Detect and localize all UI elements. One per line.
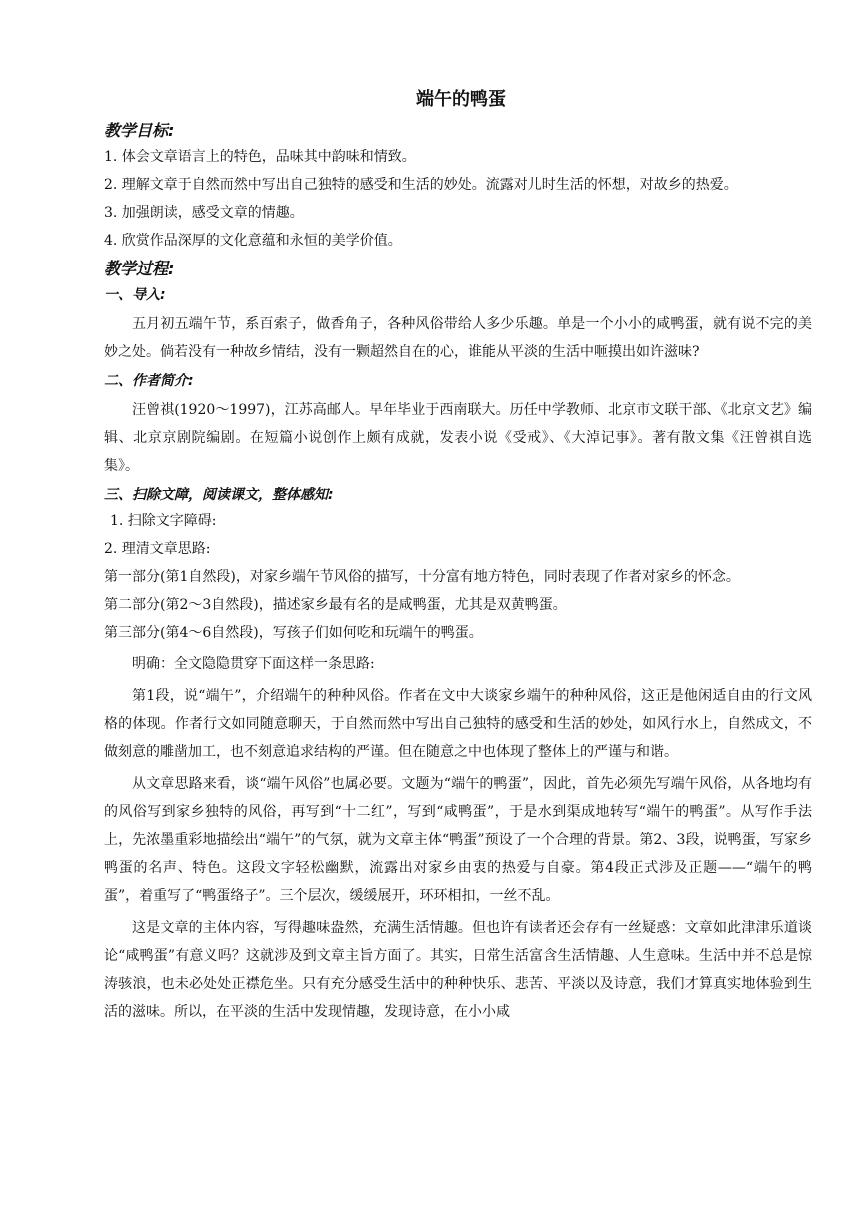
structure-part: 第三部分(第4～6自然段)，写孩子们如何吃和玩端午的鸭蛋。 [104,625,483,641]
teaching-goal-item: 2. 理解文章于自然而然中写出自己独特的感受和生活的妙处。流露对儿时生活的怀想，对故乡的热爱。 [104,177,738,193]
teaching-goals-heading: 教学目标: [104,121,175,140]
teaching-goal-item: 3. 加强朗读，感受文章的情趣。 [104,205,304,221]
analysis-paragraph: 从文章思路来看，谈“端午风俗”也属必要。文题为“端午的鸭蛋”，因此，首先必须先写端午风俗，从各地均有的风俗写到家乡独特的风俗，再写到“十二红”，写到“咸鸭蛋”，于是水到渠成地转写“端午的鸭蛋”。从写作手法上，先浓墨重彩地描绘出“端午”的气氛，就为文章主体“鸭蛋”预设了一个合理的背景。第2、3段，说鸭蛋，写家乡鸭蛋的名声、特色。这段文字轻松幽默，流露出对家乡由衷的热爱与自豪。第4段正式涉及正题——“端午的鸭蛋”，着重写了“鸭蛋络子”。三个层次，缓缓展开，环环相扣，一丝不乱。 [104,776,812,904]
reading-step: 2. 理清文章思路: [104,541,211,557]
teaching-process-heading: 教学过程: [104,259,175,278]
structure-part: 第二部分(第2～3自然段)，描述家乡最有名的是咸鸭蛋，尤其是双黄鸭蛋。 [104,597,567,613]
intro-paragraph: 五月初五端午节，系百索子，做香角子，各种风俗带给人多少乐趣。单是一个小小的咸鸭蛋，就有说不完的美妙之处。倘若没有一种故乡情结，没有一颗超然自在的心，谁能从平淡的生活中咂摸出如许滋味? [104,316,812,360]
reading-step: 1. 扫除文字障碍: [110,513,217,529]
analysis-paragraph: 第1段，说“端午”，介绍端午的种种风俗。作者在文中大谈家乡端午的种种风俗，这正是他闲适自由的行文风格的体现。作者行文如同随意聊天，于自然而然中写出自己独特的感受和生活的妙处，如风行水上，自然成文，不做刻意的雕凿加工，也不刻意追求结构的严谨。但在随意之中也体现了整体上的严谨与和谐。 [104,688,812,760]
author-paragraph: 汪曾祺(1920～1997)，江苏高邮人。早年毕业于西南联大。历任中学教师、北京市文联干部、《北京文艺》编辑、北京京剧院编剧。在短篇小说创作上颇有成就，发表小说《受戒》、《大淖记事》。著有散文集《汪曾祺自选集》。 [104,402,812,474]
teaching-goal-item: 4. 欣赏作品深厚的文化意蕴和永恒的美学价值。 [104,233,402,249]
clarify-line: 明确：全文隐隐贯穿下面这样一条思路: [132,656,375,672]
document-title: 端午的鸭蛋 [416,89,506,110]
section-heading-reading: 三、扫除文障，阅读课文，整体感知: [104,487,334,503]
section-heading-author: 二、作者简介: [104,373,194,389]
structure-part: 第一部分(第1自然段)，对家乡端午节风俗的描写，十分富有地方特色，同时表现了作者对家乡的怀念。 [104,569,740,585]
teaching-goal-item: 1. 体会文章语言上的特色，品味其中韵味和情致。 [104,149,416,165]
analysis-paragraph: 这是文章的主体内容，写得趣味盎然，充满生活情趣。但也许有读者还会存有一丝疑惑：文章如此津津乐道谈论“咸鸭蛋”有意义吗？这就涉及到文章主旨方面了。其实，日常生活富含生活情趣、人生意味。生活中并不总是惊涛骇浪，也未必处处正襟危坐。只有充分感受生活中的种种快乐、悲苦、平淡以及诗意，我们才算真实地体验到生活的滋味。所以，在平淡的生活中发现情趣，发现诗意，在小小咸 [104,920,812,1020]
section-heading-intro: 一、导入: [104,287,166,303]
